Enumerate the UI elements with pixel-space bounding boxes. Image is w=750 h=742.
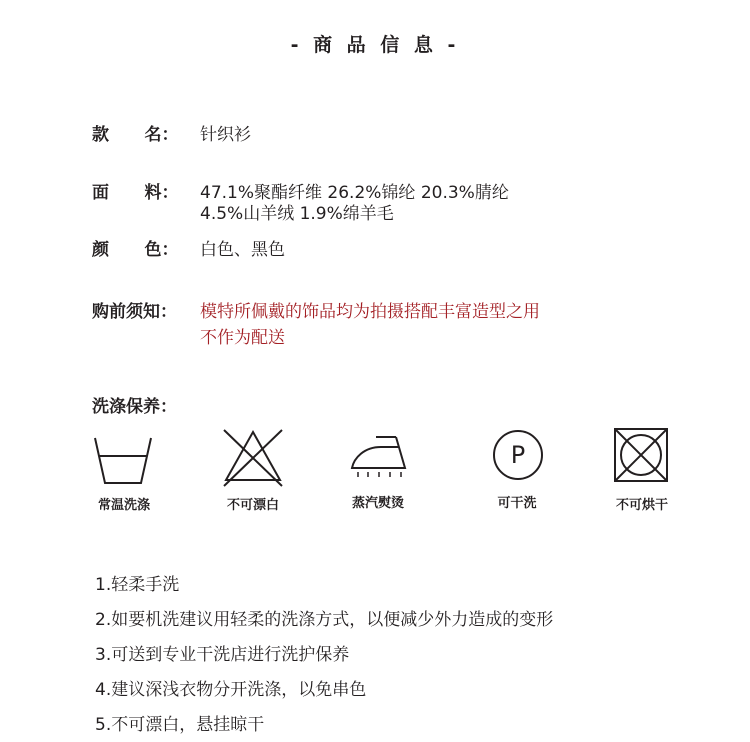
no-tumble-dry-icon [613, 427, 669, 483]
no-bleach-caption: 不可漂白 [226, 498, 279, 513]
notice-line-2: 不作为配送 [200, 328, 285, 348]
dry-clean-caption: 可干洗 [497, 496, 537, 511]
no-tumble-dry-caption: 不可烘干 [615, 498, 668, 513]
name-value: 针织衫 [200, 125, 251, 145]
dry-clean-letter: P [510, 441, 526, 469]
tip-4: 4.建议深浅衣物分开洗涤，以免串色 [95, 680, 367, 700]
dry-clean-icon [492, 429, 544, 481]
notice-label: 购前须知： [92, 302, 177, 322]
name-label: 款 名： [92, 125, 179, 145]
fabric-label: 面 料： [92, 183, 179, 203]
steam-iron-icon [348, 432, 410, 478]
fabric-line-2: 4.5%山羊绒 1.9%绵羊毛 [200, 204, 394, 224]
color-label: 颜 色： [92, 240, 179, 260]
steam-iron-caption: 蒸汽熨烫 [351, 496, 404, 511]
no-bleach-icon [222, 428, 284, 488]
color-value: 白色、黑色 [200, 240, 285, 260]
hand-wash-icon [92, 436, 154, 486]
fabric-line-1: 47.1%聚酯纤维 26.2%锦纶 20.3%腈纶 [200, 183, 509, 203]
notice-line-1: 模特所佩戴的饰品均为拍摄搭配丰富造型之用 [200, 302, 540, 322]
care-heading: 洗涤保养： [92, 397, 177, 417]
hand-wash-caption: 常温洗涤 [97, 498, 150, 513]
tip-3: 3.可送到专业干洗店进行洗护保养 [95, 645, 350, 665]
page-title: - 商 品 信 息 - [290, 34, 460, 56]
tip-2: 2.如要机洗建议用轻柔的洗涤方式，以便减少外力造成的变形 [95, 610, 554, 630]
tip-1: 1.轻柔手洗 [95, 575, 180, 595]
tip-5: 5.不可漂白，悬挂晾干 [95, 715, 265, 735]
